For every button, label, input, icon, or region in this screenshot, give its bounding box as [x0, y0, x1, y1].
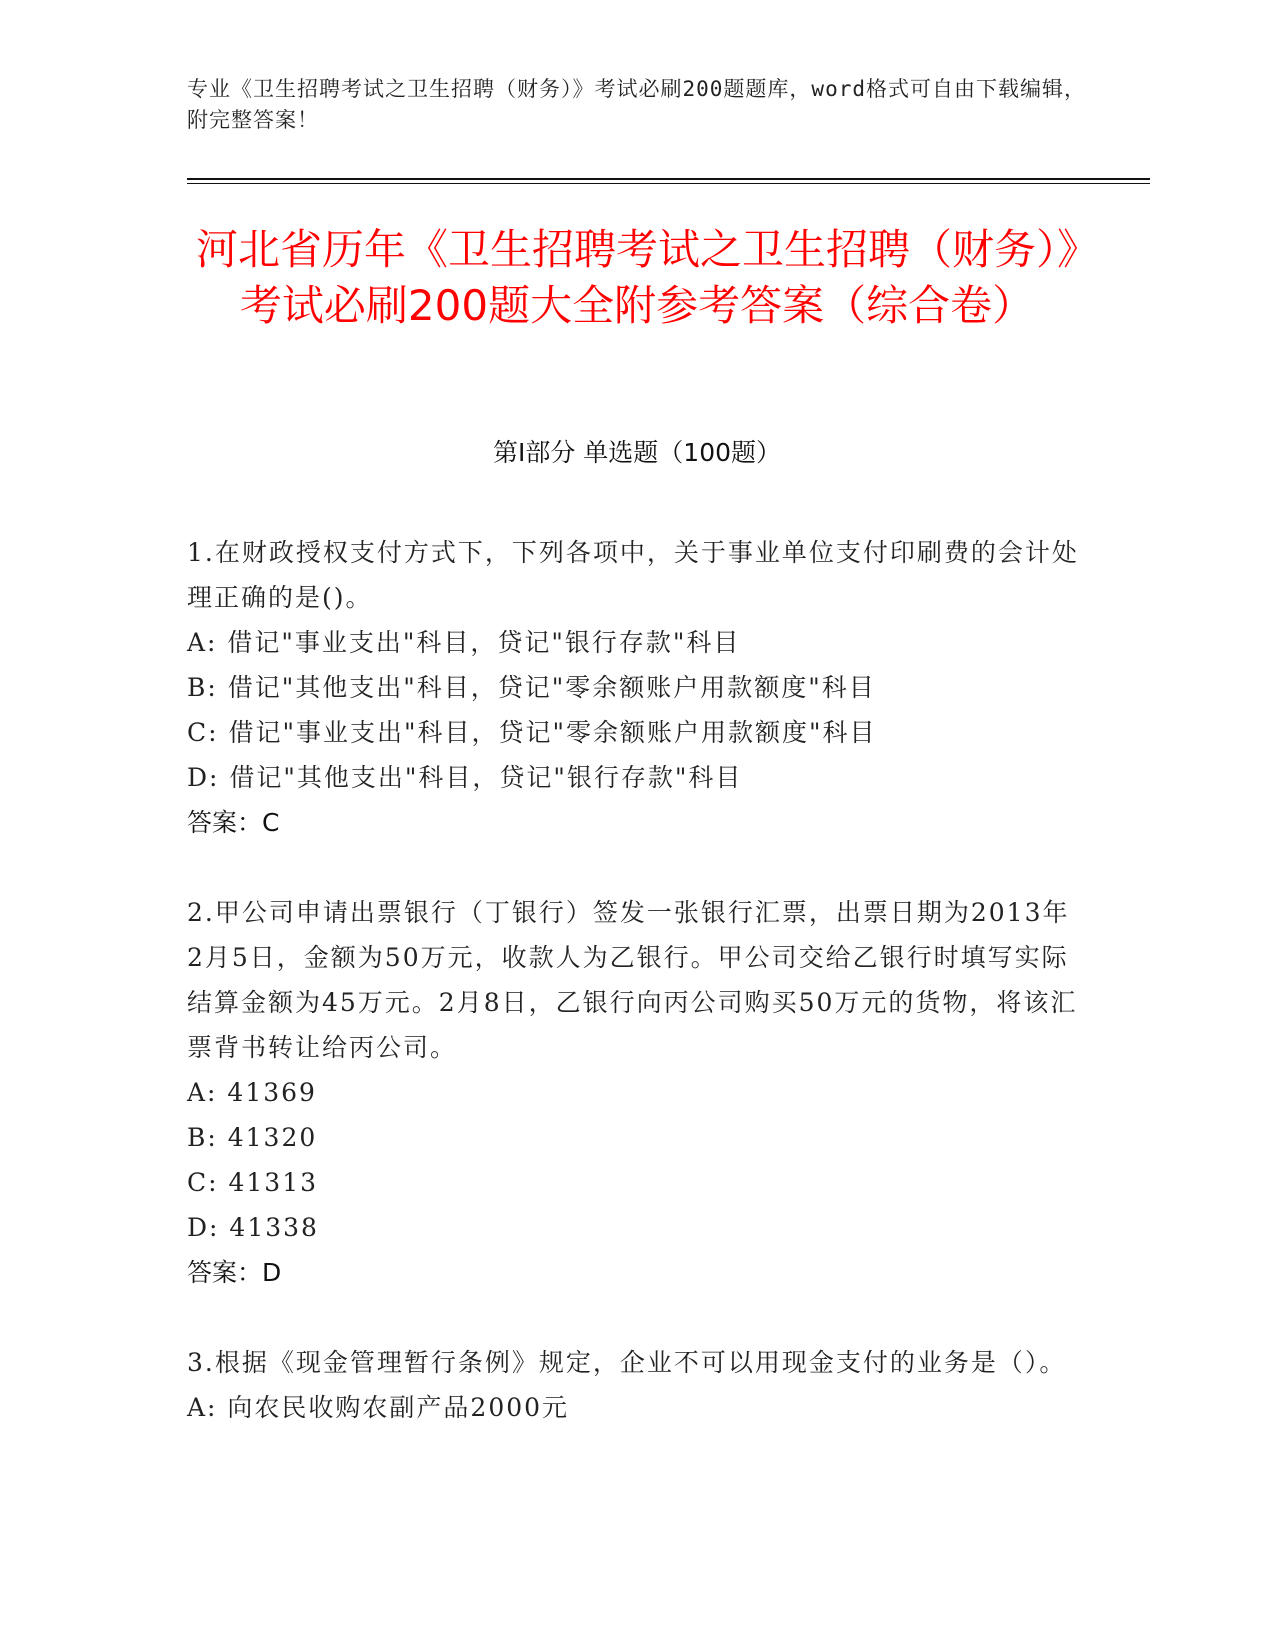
option-d: D: 借记"其他支出"科目，贷记"银行存款"科目 [187, 763, 743, 792]
option-a: A: 向农民收购农副产品2000元 [187, 1393, 570, 1422]
section-title: 第Ⅰ部分 单选题（100题） [492, 438, 782, 467]
question-stem: 3.根据《现金管理暂行条例》规定，企业不可以用现金支付的业务是（）。 [187, 1348, 1067, 1377]
header-rule-thick [187, 178, 1150, 180]
question-1 [187, 530, 1087, 845]
option-d: D: 41338 [187, 1213, 319, 1242]
question-2 [187, 890, 1087, 1295]
answer: 答案：D [187, 1258, 282, 1287]
question-list [187, 530, 1087, 1475]
option-b: B: 41320 [187, 1123, 318, 1152]
header-note: 专业《卫生招聘考试之卫生招聘（财务）》考试必刷200题题库，word格式可自由下载编辑，附完整答案！ [187, 77, 1086, 132]
document-title: 河北省历年《卫生招聘考试之卫生招聘（财务）》考试必刷200题大全附参考答案（综合卷） [195, 225, 1078, 330]
option-a: A: 借记"事业支出"科目，贷记"银行存款"科目 [187, 628, 741, 657]
option-c: C: 借记"事业支出"科目，贷记"零余额账户用款额度"科目 [187, 718, 877, 747]
question-stem: 2.甲公司申请出票银行（丁银行）签发一张银行汇票，出票日期为2013年2月5日，金额为50万元，收款人为乙银行。甲公司交给乙银行时填写实际结算金额为45万元。2月8日，乙银行向丙公司购买50万元的货物，将该汇票背书转让给丙公司。 [187, 898, 1078, 1062]
option-a: A: 41369 [187, 1078, 317, 1107]
answer: 答案：C [187, 808, 280, 837]
question-stem: 1.在财政授权支付方式下，下列各项中，关于事业单位支付印刷费的会计处理正确的是()。 [187, 538, 1079, 612]
question-3 [187, 1340, 1087, 1430]
option-b: B: 借记"其他支出"科目，贷记"零余额账户用款额度"科目 [187, 673, 876, 702]
header-rule-thin [187, 183, 1150, 184]
option-c: C: 41313 [187, 1168, 319, 1197]
